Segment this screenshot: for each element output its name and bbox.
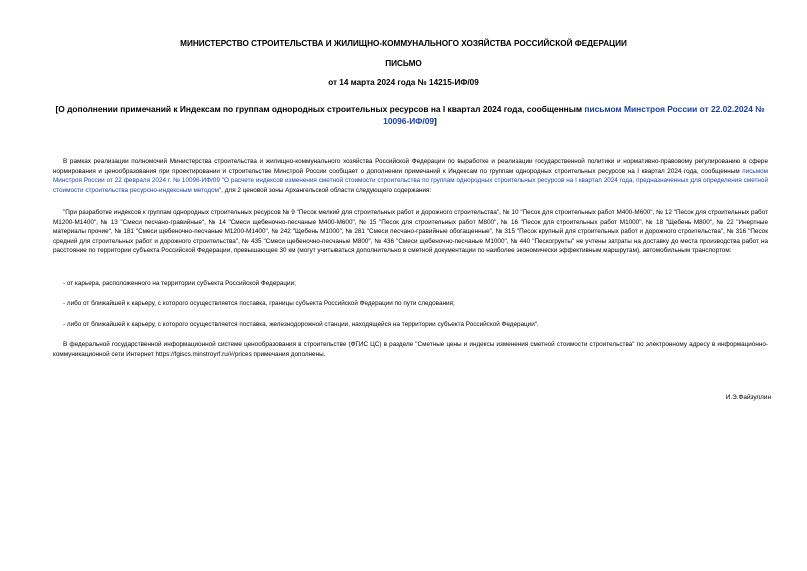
bullet-border: - либо от ближайшей к карьеру, с которого осуществляется поставка, границы субъекта Российской Федерации по пути следования; [63,300,455,307]
signature: И.Э.Файзуллин [725,394,771,401]
document-date-number: от 14 марта 2024 года № 14215-ИФ/09 [328,78,479,87]
intro-text: В рамках реализации полномочий Министерства строительства и жилищно-коммунального хозяйства Российской Федерации по выработке и реализации государственной политики и нормативно-правовому регулированию в сфере нормирования и ценообразования при проектировании и строительстве Минстрой России сообщает о дополнении примечаний к Индексам по группам однородных строительных ресурсов на I квартал 2024 года, сообщенным [53,158,768,175]
paragraph-intro [53,157,768,195]
document-title [50,104,770,127]
ministry-heading: МИНИСТЕРСТВО СТРОИТЕЛЬСТВА И ЖИЛИЩНО-КОММУНАЛЬНОГО ХОЗЯЙСТВА РОССИЙСКОЙ ФЕДЕРАЦИИ [180,39,627,48]
paragraph-fgis: В федеральной государственной информационной системе ценообразования в строительстве (ФГИС ЦС) в разделе "Сметные цены и индексы изменения сметной стоимости строительства" по электронному адресу в информационно-коммуникационной сети Интернет https://fgiscs.minstroyrf.ru/#/prices примечания дополнены. [53,341,768,358]
title-text: [О дополнении примечаний к Индексам по группам однородных строительных ресурсов на I квартал 2024 года, сообщенным [55,104,585,114]
bullet-railway: - либо от ближайшей к карьеру, с которого осуществляется поставка, железнодорожной станции, находящейся на территории субъекта Российской Федерации". [63,321,539,328]
intro-text-end: , для 2 ценовой зоны Архангельской области следующего содержания: [221,186,432,194]
document-type: ПИСЬМО [385,59,422,68]
paragraph-quote: "При разработке индексов к группам однородных строительных ресурсов № 9 "Песок мелкий для строительных работ и дорожного строительства", № 10 "Песок для строительных работ М400-М600", № 12 "Песок для строительных работ М1200-М1400", № 13 "Смеси песчано-гравийные", № 14 "Смеси щебеночно-песчаные М400-М600", № 15 "Песок для строительных работ М800", № 16 "Песок для строительных работ М1000", № 18 "Щебень М800", № 22 "Инертные материалы прочие", № 181 "Смеси щебеночно-песчаные М1200-М1400", № 242 "Щебень М1000", № 281 "Смеси песчано-гравийные обогащенные", № 315 "Песок крупный для строительных работ и дорожного строительства", № 316 "Песок средний для строительных работ и дорожного строительства", № 435 "Смеси щебеночно-песчаные М800", № 436 "Смеси щебеночно-песчаные М1000", № 440 "Пескогрунты" не учтены затраты на доставку до места производства работ на расстояние по территории субъекта Российской Федерации, превышающее 30 км (могут учитываться дополнительно в сметной документации по наиболее экономически эффективным маршрутам), автомобильным транспортом: [53,209,768,255]
title-reference-link[interactable]: письмом Минстроя России от 22.02.2024 № 10096-ИФ/09 [383,104,765,126]
title-closing-bracket: ] [434,115,437,126]
intro-reference-link[interactable]: письмом Минстроя России от 22 февраля 2024 г. № 10096-ИФ/09 "О расчете индексов изменения сметной стоимости строительства по группам однородных строительных ресурсов на I квартал 2024 года, предназначенных для определения сметной стоимости строительства ресурсно-индексным методом" [53,167,768,194]
bullet-quarry: - от карьера, расположенного на территории субъекта Российской Федерации; [63,280,296,287]
